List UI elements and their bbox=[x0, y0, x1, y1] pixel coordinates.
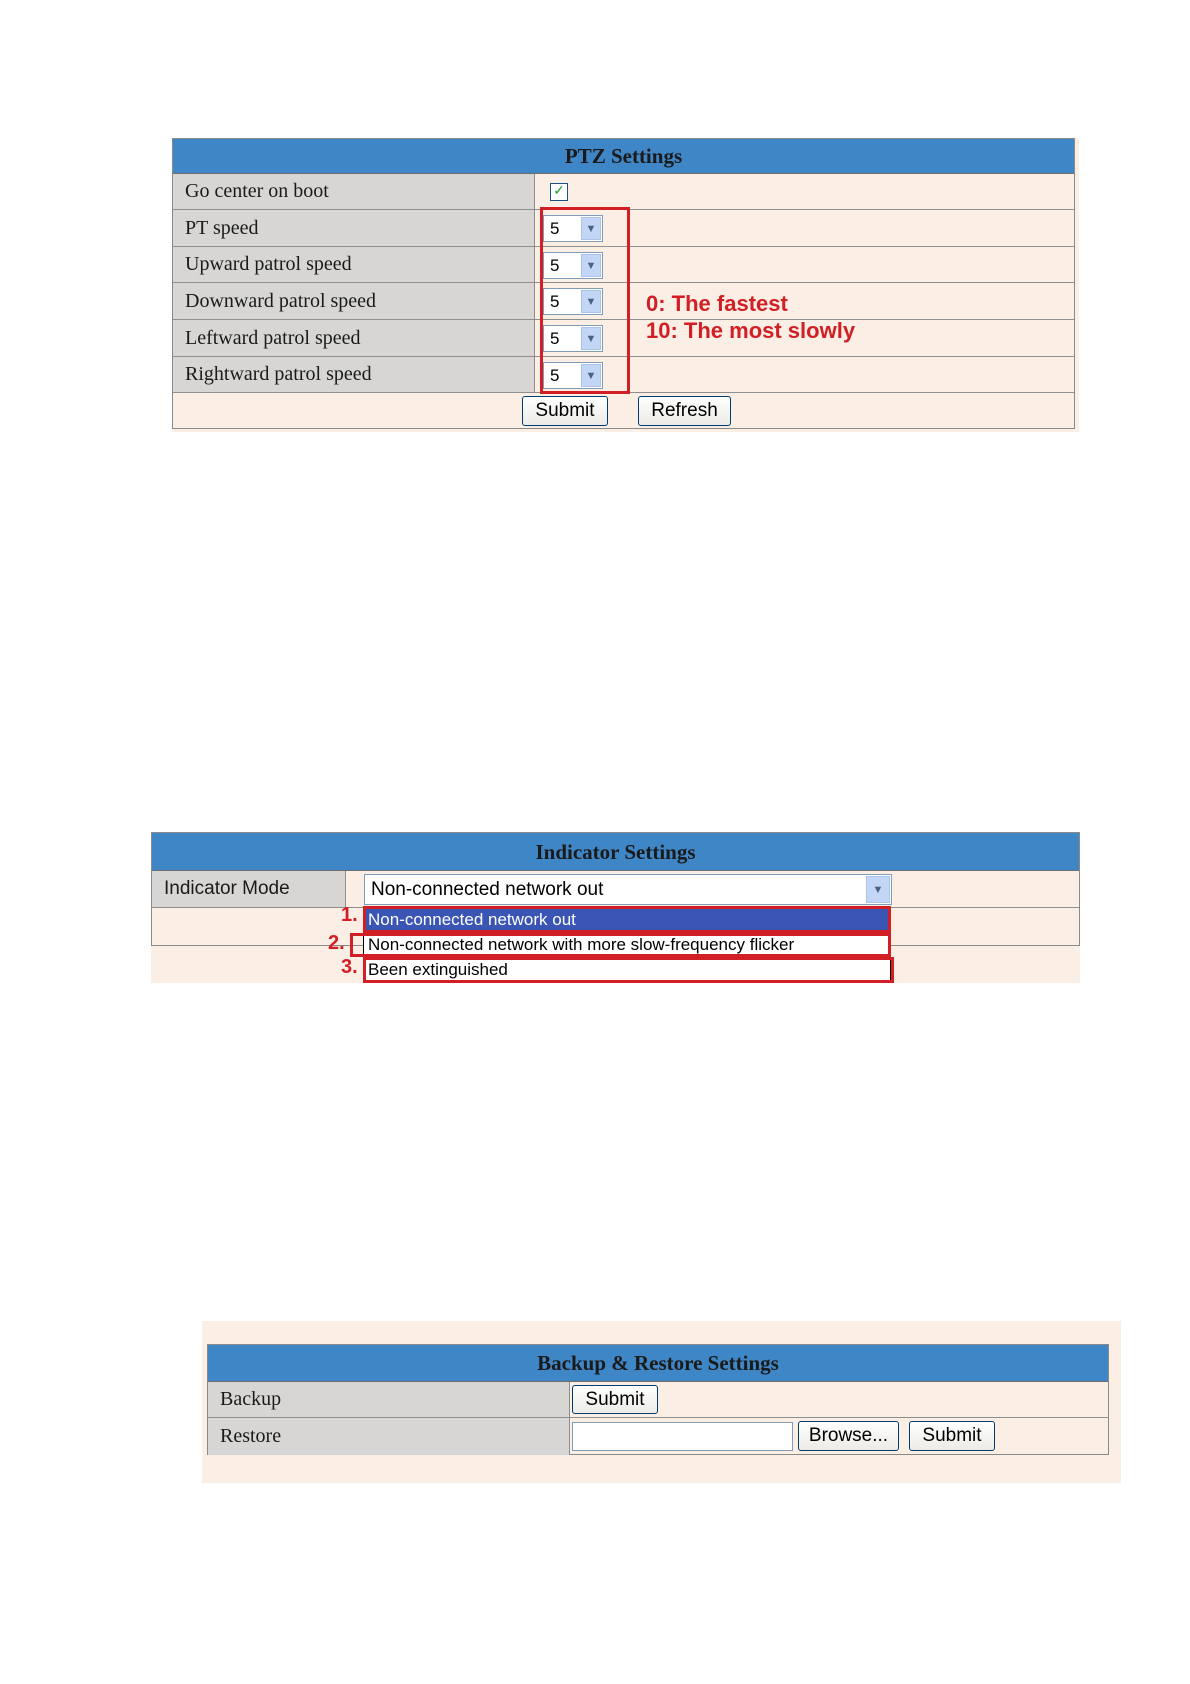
speed-annotation-box bbox=[540, 207, 630, 394]
leftward-speed-label: Leftward patrol speed bbox=[173, 320, 535, 356]
row-backup bbox=[208, 1382, 1108, 1418]
backup-restore-title: Backup & Restore Settings bbox=[208, 1345, 1108, 1382]
backup-restore-panel bbox=[202, 1321, 1121, 1483]
go-center-value bbox=[535, 174, 1074, 209]
indicator-settings-title: Indicator Settings bbox=[152, 833, 1079, 871]
upward-speed-selected: 5 bbox=[550, 255, 560, 275]
downward-speed-selected: 5 bbox=[550, 291, 560, 311]
chevron-down-icon[interactable]: ▼ bbox=[581, 327, 601, 350]
option-3-number: 3. bbox=[341, 956, 358, 978]
go-center-label: Go center on boot bbox=[173, 174, 535, 209]
upward-speed-label: Upward patrol speed bbox=[173, 247, 535, 282]
chevron-down-icon[interactable]: ▼ bbox=[581, 364, 601, 387]
browse-button[interactable]: Browse... bbox=[798, 1421, 899, 1451]
ptz-submit-button[interactable]: Submit bbox=[522, 396, 608, 426]
speed-note-slowest: 10: The most slowly bbox=[646, 318, 856, 343]
backup-restore-table bbox=[207, 1344, 1109, 1455]
pt-speed-label: PT speed bbox=[173, 210, 535, 246]
ptz-settings-panel bbox=[172, 138, 1079, 432]
row-indicator-mode bbox=[152, 871, 1079, 908]
rightward-speed-selected: 5 bbox=[550, 365, 560, 385]
indicator-mode-label: Indicator Mode bbox=[152, 871, 346, 907]
backup-value bbox=[570, 1382, 1108, 1417]
ptz-button-row bbox=[173, 393, 1074, 429]
restore-label: Restore bbox=[208, 1418, 570, 1455]
speed-note-fastest: 0: The fastest bbox=[646, 291, 788, 316]
backup-label: Backup bbox=[208, 1382, 570, 1417]
ptz-settings-title: PTZ Settings bbox=[173, 139, 1074, 174]
indicator-mode-select[interactable] bbox=[364, 874, 892, 905]
restore-submit-button[interactable]: Submit bbox=[909, 1421, 995, 1451]
option-2-annotation-box bbox=[350, 933, 891, 957]
chevron-down-icon[interactable]: ▼ bbox=[581, 217, 601, 240]
indicator-option-1[interactable]: Non-connected network out bbox=[364, 907, 890, 932]
indicator-mode-value bbox=[346, 871, 1079, 907]
pt-speed-selected: 5 bbox=[550, 218, 560, 238]
chevron-down-icon[interactable]: ▼ bbox=[866, 876, 890, 903]
indicator-option-3[interactable]: Been extinguished bbox=[368, 959, 508, 979]
row-restore bbox=[208, 1418, 1108, 1455]
go-center-checkbox[interactable] bbox=[550, 183, 568, 201]
option-1-number: 1. bbox=[341, 904, 358, 926]
ptz-refresh-button[interactable]: Refresh bbox=[638, 396, 731, 426]
option-2-number: 2. bbox=[328, 932, 345, 954]
leftward-speed-selected: 5 bbox=[550, 328, 560, 348]
chevron-down-icon[interactable]: ▼ bbox=[581, 254, 601, 277]
indicator-settings-panel bbox=[151, 832, 1080, 983]
backup-submit-button[interactable]: Submit bbox=[572, 1385, 658, 1414]
indicator-mode-selected: Non-connected network out bbox=[371, 878, 604, 900]
rightward-speed-label: Rightward patrol speed bbox=[173, 357, 535, 392]
row-go-center bbox=[173, 174, 1074, 210]
downward-speed-label: Downward patrol speed bbox=[173, 283, 535, 319]
check-icon: ✓ bbox=[553, 184, 565, 199]
indicator-option-2[interactable]: Non-connected network with more slow-frequency flicker bbox=[368, 934, 795, 954]
restore-value bbox=[570, 1418, 1108, 1455]
restore-file-input[interactable] bbox=[572, 1422, 793, 1451]
option-3-annotation-box bbox=[363, 957, 894, 983]
option-1-annotation-box bbox=[363, 906, 891, 933]
chevron-down-icon[interactable]: ▼ bbox=[581, 290, 601, 313]
